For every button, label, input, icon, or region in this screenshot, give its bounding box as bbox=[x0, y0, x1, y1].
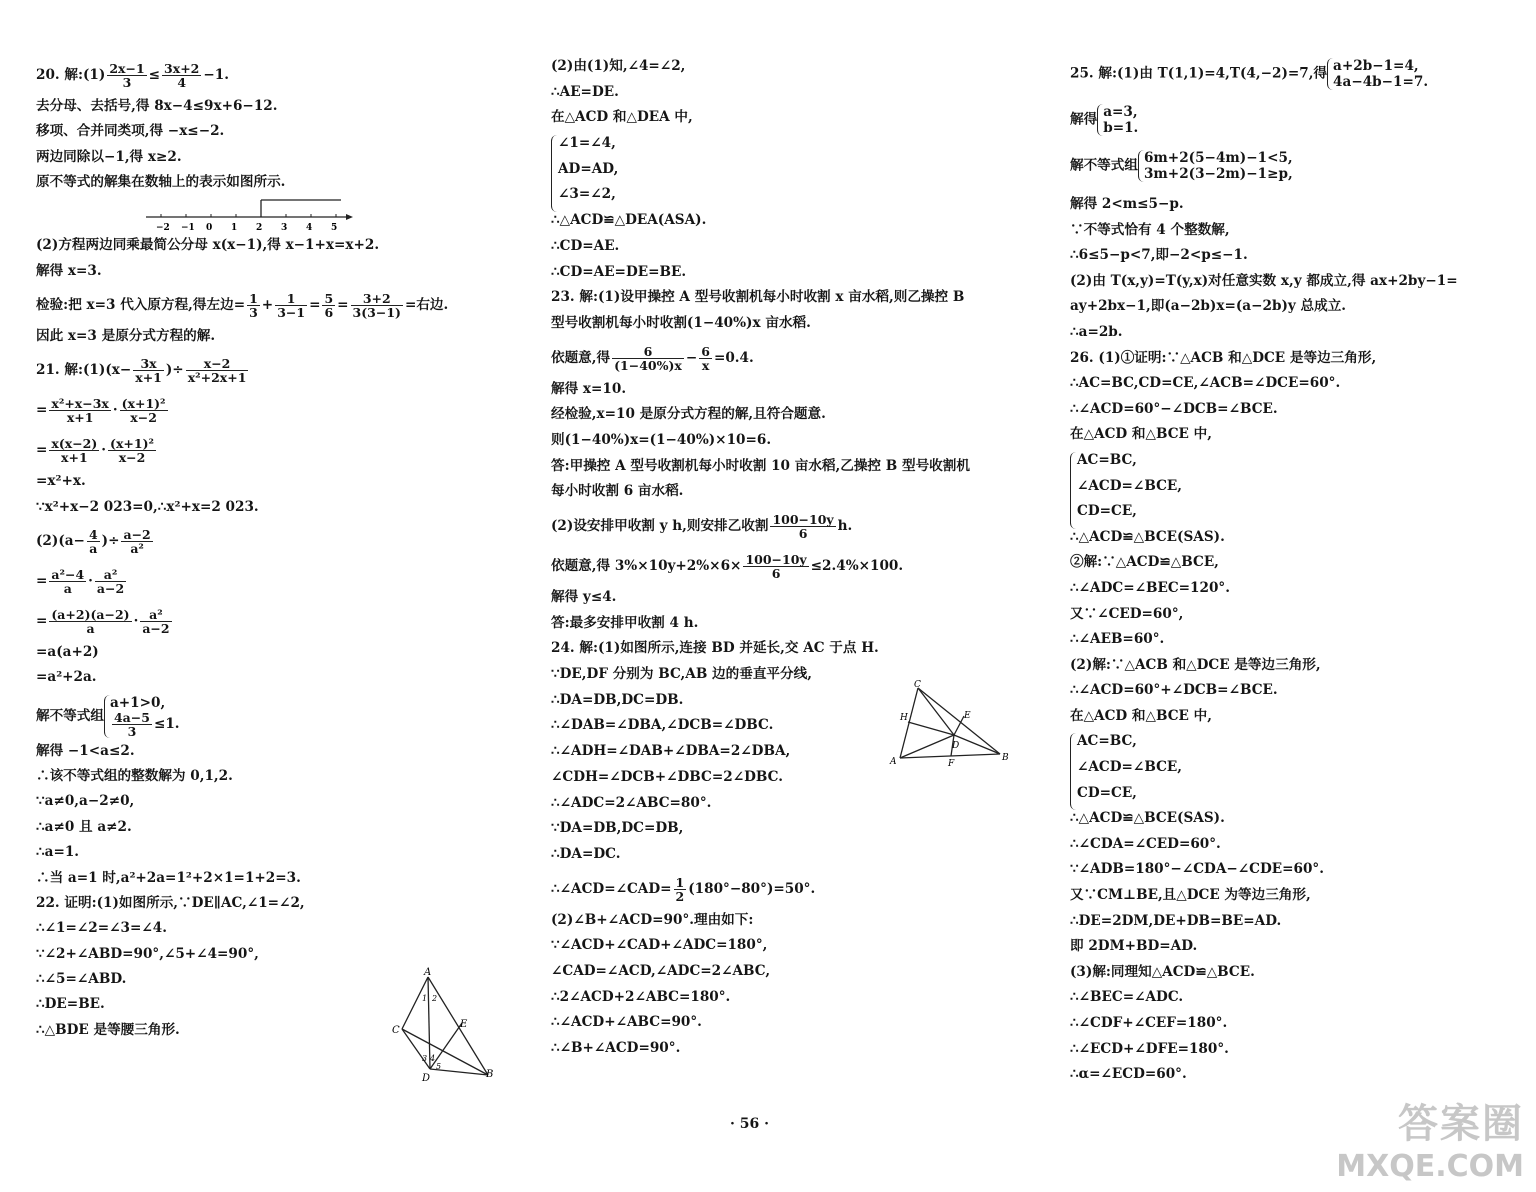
text-line: ∴∠ACD=60°+∠DCB=∠BCE. bbox=[1070, 682, 1278, 699]
text-line: 两边同除以−1,得 x≥2. bbox=[36, 148, 182, 165]
text-line: ∴∠ADC=2∠ABC=80°. bbox=[551, 794, 712, 811]
label-1: 1 bbox=[422, 994, 428, 1003]
label-A: A bbox=[890, 757, 897, 767]
text-line: ∴当 a=1 时,a²+2a=1²+2×1=1+2=3. bbox=[36, 869, 301, 886]
text-line: ∴DE=BE. bbox=[36, 996, 105, 1013]
text-line: ∠ACD=∠BCE, bbox=[1070, 759, 1525, 785]
text-line: ∴∠5=∠ABD. bbox=[36, 970, 127, 987]
text-line: ∴2∠ACD+2∠ABC=180°. bbox=[551, 988, 731, 1005]
text-line: ②解:∵△ACD≌△BCE, bbox=[1070, 554, 1219, 571]
text-line: 移项、合并同类项,得 −x≤−2. bbox=[36, 123, 225, 140]
text-line: ∴a=2b. bbox=[1070, 323, 1123, 340]
text-line: 答:甲操控 A 型号收割机每小时收割 10 亩水稻,乙操控 B 型号收割机 bbox=[551, 457, 970, 474]
q25-1: 25. 解:(1)由 T(1,1)=4,T(4,−2)=7,得 a+2b−1=4, 4a−4b−1=7. bbox=[1070, 58, 1429, 90]
tick-label: −2 bbox=[156, 223, 170, 234]
text-line: (2)∠B+∠ACD=90°.理由如下: bbox=[551, 911, 754, 928]
label-C: C bbox=[914, 680, 921, 690]
label-E: E bbox=[460, 1019, 468, 1030]
text-line: ∵∠2+∠ABD=90°,∠5+∠4=90°, bbox=[36, 945, 259, 962]
text-line: ∴△ACD≌△DEA(ASA). bbox=[551, 212, 707, 229]
text-line: ∵∠ADB=180°−∠CDA−∠CDE=60°. bbox=[1070, 861, 1324, 878]
text-line: ∴CD=AE. bbox=[551, 237, 620, 254]
text-line: ∴AE=DE. bbox=[551, 83, 619, 100]
q21-1: 21. 解:(1)(x− $\frac{3x}{x+1}$ )÷ $\frac{x-2}{\text{x²+2x+1}}$ bbox=[36, 356, 247, 386]
text-line: 解得 x=10. bbox=[551, 380, 627, 397]
label-5: 5 bbox=[436, 1062, 442, 1071]
text-line: ∴∠BEC=∠ADC. bbox=[1070, 989, 1184, 1006]
text-line: ∴6≤5−p<7,即−2<p≤−1. bbox=[1070, 247, 1248, 264]
text-line: AC=BC, bbox=[1070, 452, 1525, 478]
label-H: H bbox=[900, 713, 908, 723]
q21-2: (2)(a− $\frac{4}{a}$ )÷ $\frac{a-2}{\text{a²}}$ bbox=[36, 527, 151, 557]
label-D: D bbox=[422, 1073, 431, 1084]
column-middle bbox=[551, 58, 1031, 1066]
text-line: 在△ACD 和△DEA 中, bbox=[551, 109, 693, 126]
label-B: B bbox=[486, 1069, 494, 1080]
text-line: ∵DA=DB,DC=DB, bbox=[551, 820, 684, 837]
label-E: E bbox=[964, 711, 971, 721]
q21-step1: = $\frac{\text{x²+x−3x}}{x+1}$ · $\frac{\text{(x+1)²}}{x-2}$ bbox=[36, 396, 166, 426]
q21-system: 解不等式组 a+1>0, $\frac{4a-5}{3}$ ≤1. bbox=[36, 694, 180, 739]
text-line: ∴DE=2DM,DE+DB=BE=AD. bbox=[1070, 912, 1282, 929]
q23-2: (2)设安排甲收割 y h,则安排乙收割 $\frac{100-10y}{6}$ h. bbox=[551, 512, 853, 541]
text-line: ∴AC=BC,CD=CE,∠ACB=∠DCE=60°. bbox=[1070, 375, 1341, 392]
text-line: ∴该不等式组的整数解为 0,1,2. bbox=[36, 768, 233, 785]
q20-1: 20. 解:(1) $\frac{2x-1}{3}$ ≤ $\frac{3x+2}{4}$ −1. bbox=[36, 61, 229, 90]
tick-label: −1 bbox=[181, 223, 195, 234]
text-line: 在△ACD 和△BCE 中, bbox=[1070, 426, 1212, 443]
text-line: 答:最多安排甲收割 4 h. bbox=[551, 614, 699, 631]
label-2: 2 bbox=[432, 994, 438, 1003]
text-line: 26. (1)①证明:∵△ACB 和△DCE 是等边三角形, bbox=[1070, 349, 1377, 366]
text-line: ∴∠DAB=∠DBA,∠DCB=∠DBC. bbox=[551, 717, 774, 734]
text-line: ∴∠ACD=60°−∠DCB=∠BCE. bbox=[1070, 400, 1278, 417]
text-line: ∠CDH=∠DCB+∠DBC=2∠DBC. bbox=[551, 768, 783, 785]
text-line: ∵∠ACD+∠CAD+∠ADC=180°, bbox=[551, 937, 768, 954]
watermark-line1: 答案圈 bbox=[1398, 1101, 1524, 1147]
text-line: ∴△BDE 是等腰三角形. bbox=[36, 1021, 180, 1038]
text-line: 每小时收割 6 亩水稻. bbox=[551, 483, 684, 500]
label-A: A bbox=[424, 967, 432, 978]
text-line: 经检验,x=10 是原分式方程的解,且符合题意. bbox=[551, 406, 826, 423]
figure-q22 bbox=[388, 965, 498, 1085]
label-C: C bbox=[392, 1025, 400, 1036]
text-line: 解得 2<m≤5−p. bbox=[1070, 196, 1184, 212]
text-line: 24. 解:(1)如图所示,连接 BD 并延长,交 AC 于点 H. bbox=[551, 640, 879, 657]
text-line: ∴a=1. bbox=[36, 844, 80, 861]
q24-angle: ∴∠ACD=∠CAD= $\frac{1}{2}$ (180°−80°)=50°. bbox=[551, 874, 816, 904]
text-line: ∵a≠0,a−2≠0, bbox=[36, 793, 135, 810]
text-line: ∵DE,DF 分别为 BC,AB 边的垂直平分线, bbox=[551, 666, 812, 683]
q25-system: 解不等式组 6m+2(5−4m)−1<5, 3m+2(3−2m)−1≥p, bbox=[1070, 150, 1293, 182]
text-line: CD=CE, bbox=[1070, 503, 1525, 529]
text-line: ∴α=∠ECD=60°. bbox=[1070, 1066, 1187, 1083]
text-line: ∴△ACD≌△BCE(SAS). bbox=[1070, 528, 1225, 545]
q23-2-ineq: 依题意,得 3%×10y+2%×6× $\frac{100-10y}{6}$ ≤2.4%×100. bbox=[551, 552, 904, 581]
label-F: F bbox=[948, 759, 955, 769]
q23-equation: 依题意,得 $\frac{6}{(1-40\%)x}$ − $\frac{6}{x}$ =0.4. bbox=[551, 343, 754, 373]
text-line: ∴∠CDF+∠CEF=180°. bbox=[1070, 1015, 1228, 1031]
label-D: D bbox=[952, 741, 960, 751]
text-line: 又∵∠CED=60°, bbox=[1070, 605, 1184, 622]
text-line: (2)由(1)知,∠4=∠2, bbox=[551, 58, 686, 74]
text-line: ∵x²+x−2 023=0,∴x²+x=2 023. bbox=[36, 498, 259, 515]
page-number: · 56 · bbox=[730, 1116, 769, 1132]
text-line: AC=BC, bbox=[1070, 733, 1525, 759]
text-line: ∴∠ECD+∠DFE=180°. bbox=[1070, 1040, 1229, 1057]
text-line: =a(a+2) bbox=[36, 644, 99, 661]
text-line: 即 2DM+BD=AD. bbox=[1070, 938, 1198, 955]
text-line: ∴∠ADC=∠BEC=120°. bbox=[1070, 579, 1230, 596]
q25-sol: 解得 a=3, b=1. bbox=[1070, 104, 1139, 136]
text-line: ∵不等式恰有 4 个整数解, bbox=[1070, 221, 1230, 238]
text-line: ∠ACD=∠BCE, bbox=[1070, 478, 1525, 504]
q20-check: 检验:把 x=3 代入原方程,得左边= $\frac{1}{3}$ + $\frac{1}{3-1}$ = $\frac{5}{6}$ = $\frac{3+2}{3(3-1)}$ =右边. bbox=[36, 291, 449, 321]
text-line: 去分母、去括号,得 8x−4≤9x+6−12. bbox=[36, 98, 278, 114]
text-line: CD=CE, bbox=[1070, 785, 1525, 811]
figure-q24 bbox=[888, 680, 1018, 770]
text-line: ∴∠AEB=60°. bbox=[1070, 631, 1165, 648]
label-B: B bbox=[1002, 753, 1009, 763]
label-3: 3 bbox=[422, 1054, 428, 1063]
tick-label: 3 bbox=[281, 223, 288, 234]
watermark-logo bbox=[1336, 1092, 1524, 1184]
number-line-figure bbox=[146, 195, 376, 233]
text-line: (2)方程两边同乘最简公分母 x(x−1),得 x−1+x=x+2. bbox=[36, 237, 380, 254]
text-line: (3)解:同理知△ACD≌△BCE. bbox=[1070, 963, 1255, 980]
q21-2-step2: = $\frac{(a+2)(a-2)}{a}$ · $\frac{\text{a²}}{a-2}$ bbox=[36, 607, 170, 637]
text-line: =x²+x. bbox=[36, 473, 86, 490]
text-line: ay+2bx−1,即(a−2b)x=(a−2b)y 总成立. bbox=[1070, 298, 1347, 315]
tick-label: 1 bbox=[231, 223, 238, 234]
label-4: 4 bbox=[430, 1054, 436, 1063]
text-line: ∴a≠0 且 a≠2. bbox=[36, 818, 132, 835]
text-line: ∴∠ACD+∠ABC=90°. bbox=[551, 1014, 702, 1031]
q21-step2: = $\frac{x(x-2)}{x+1}$ · $\frac{\text{(x+1)²}}{x-2}$ bbox=[36, 436, 154, 466]
text-line: ∠CAD=∠ACD,∠ADC=2∠ABC, bbox=[551, 962, 771, 979]
text-line: 型号收割机每小时收割(1−40%)x 亩水稻. bbox=[551, 314, 811, 331]
text-line: ∴∠1=∠2=∠3=∠4. bbox=[36, 920, 167, 937]
text-line: ∴∠CDA=∠CED=60°. bbox=[1070, 835, 1221, 852]
text-line: 解得 −1<a≤2. bbox=[36, 742, 135, 759]
text-line: =a²+2a. bbox=[36, 669, 97, 686]
text-line: 又∵CM⊥BE,且△DCE 为等边三角形, bbox=[1070, 887, 1311, 904]
text-line: ∴DA=DB,DC=DB. bbox=[551, 691, 684, 708]
tick-label: 2 bbox=[256, 223, 263, 234]
text-line: 原不等式的解集在数轴上的表示如图所示. bbox=[36, 174, 286, 191]
text-line: 22. 证明:(1)如图所示,∵DE∥AC,∠1=∠2, bbox=[36, 894, 305, 911]
watermark-line2: MXQE.COM bbox=[1336, 1149, 1524, 1184]
text-line: ∴CD=AE=DE=BE. bbox=[551, 263, 687, 280]
text-line: ∠1=∠4, bbox=[551, 135, 1031, 161]
tick-label: 5 bbox=[331, 223, 338, 234]
number-line bbox=[36, 199, 506, 237]
text-line: 因此 x=3 是原分式方程的解. bbox=[36, 328, 216, 345]
text-line: 在△ACD 和△BCE 中, bbox=[1070, 707, 1212, 724]
text-line: ∴△ACD≌△BCE(SAS). bbox=[1070, 810, 1225, 827]
tick-label: 0 bbox=[206, 223, 213, 234]
text-line: AD=AD, bbox=[551, 161, 1031, 187]
tick-label: 4 bbox=[306, 223, 313, 234]
q21-2-step1: = $\frac{\text{a²−4}}{a}$ · $\frac{\text{a²}}{a-2}$ bbox=[36, 567, 125, 597]
text-line: ∠3=∠2, bbox=[551, 186, 1031, 212]
text-line: (2)由 T(x,y)=T(y,x)对任意实数 x,y 都成立,得 ax+2by−1= bbox=[1070, 272, 1458, 289]
column-right bbox=[1070, 58, 1525, 1092]
text-line: 则(1−40%)x=(1−40%)×10=6. bbox=[551, 431, 772, 448]
text-line: 解得 x=3. bbox=[36, 262, 102, 279]
text-line: ∴∠ADH=∠DAB+∠DBA=2∠DBA, bbox=[551, 743, 791, 760]
text-line: ∴DA=DC. bbox=[551, 845, 621, 862]
text-line: 23. 解:(1)设甲操控 A 型号收割机每小时收割 x 亩水稻,则乙操控 B bbox=[551, 289, 965, 306]
column-left bbox=[36, 58, 506, 1047]
text-line: (2)解:∵△ACB 和△DCE 是等边三角形, bbox=[1070, 656, 1321, 673]
text-line: ∴∠B+∠ACD=90°. bbox=[551, 1040, 681, 1056]
text-line: 解得 y≤4. bbox=[551, 589, 617, 605]
